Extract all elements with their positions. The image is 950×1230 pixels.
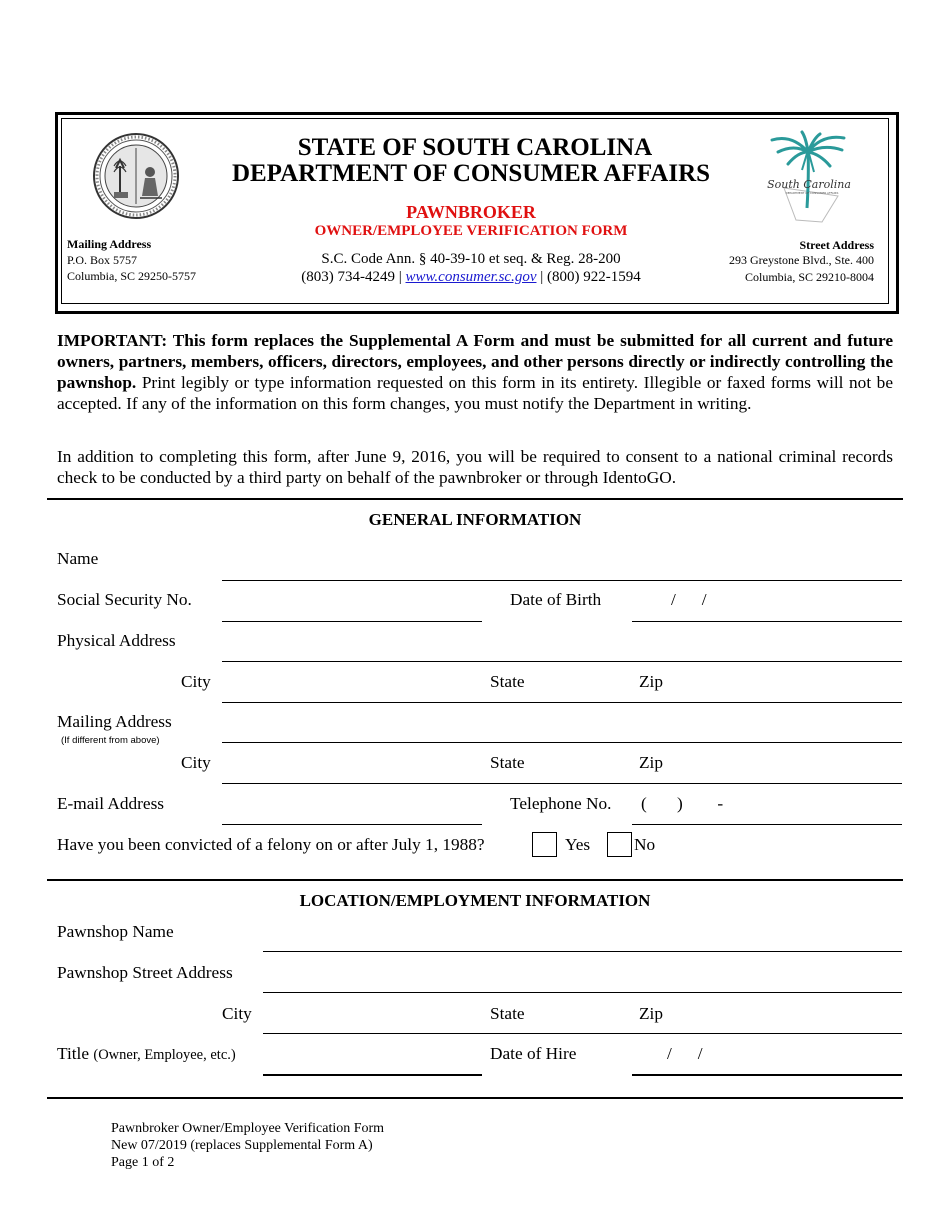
- telephone-template: ( ) -: [641, 794, 724, 813]
- website-link[interactable]: www.consumer.sc.gov: [405, 269, 537, 285]
- name-label: Name: [57, 549, 99, 568]
- mailing-zip-label: Zip: [639, 753, 663, 772]
- city-field[interactable]: [222, 702, 482, 703]
- name-field[interactable]: [222, 580, 902, 581]
- pawnshop-city-field[interactable]: [263, 1033, 482, 1034]
- street-address-heading: Street Address: [799, 238, 874, 252]
- title-state: STATE OF SOUTH CAROLINA: [297, 134, 653, 161]
- general-info-heading: GENERAL INFORMATION: [368, 510, 582, 529]
- important-notice: [57, 330, 893, 414]
- mailing-city-field[interactable]: [222, 783, 482, 784]
- email-label: E-mail Address: [57, 794, 165, 813]
- city-label: City: [181, 672, 211, 691]
- title-label: [57, 1044, 236, 1064]
- pawnshop-state-field[interactable]: [482, 1033, 632, 1034]
- dob-label: Date of Birth: [510, 590, 602, 609]
- pawnshop-name-label: Pawnshop Name: [57, 922, 174, 941]
- date-of-hire-slashes: / /: [667, 1044, 703, 1063]
- location-info-heading: LOCATION/EMPLOYMENT INFORMATION: [299, 891, 651, 910]
- mailing-address-heading: Mailing Address: [67, 237, 152, 251]
- ssn-label: Social Security No.: [57, 590, 192, 609]
- telephone-label: Telephone No.: [510, 794, 612, 813]
- telephone-field[interactable]: [632, 824, 902, 825]
- consent-notice: In addition to completing this form, after June 9, 2016, you will be required to consent to a national criminal records check to be conducted by a third party on behalf of the pawnbroker or through IdentoGO.: [57, 447, 893, 487]
- mailing-zip-field[interactable]: [632, 783, 902, 784]
- zip-field[interactable]: [632, 702, 902, 703]
- logo-text: South Carolina: [767, 178, 851, 191]
- pawnshop-name-field[interactable]: [263, 951, 902, 952]
- ssn-field[interactable]: [222, 621, 482, 622]
- footer-form-name: Pawnbroker Owner/Employee Verification Form: [111, 1121, 385, 1136]
- pawnshop-zip-label: Zip: [639, 1004, 663, 1023]
- physical-address-label: Physical Address: [57, 631, 176, 650]
- title-department: DEPARTMENT OF CONSUMER AFFAIRS: [231, 160, 711, 187]
- pawnshop-state-label: State: [490, 1004, 525, 1023]
- title-field[interactable]: [263, 1074, 482, 1076]
- title-label-text: Title: [57, 1044, 90, 1063]
- separator: |: [395, 269, 406, 285]
- form-name: PAWNBROKER: [406, 202, 536, 222]
- phone-primary: (803) 734-4249: [301, 269, 395, 285]
- separator: |: [536, 269, 547, 285]
- state-label: State: [490, 672, 525, 691]
- felony-question: Have you been convicted of a felony on or after July 1, 1988?: [57, 835, 485, 854]
- mailing-address-line1: P.O. Box 5757: [67, 253, 138, 267]
- mailing-address-note: (If different from above): [61, 735, 160, 746]
- state-field[interactable]: [482, 702, 632, 703]
- section-divider: [47, 879, 903, 881]
- pawnshop-city-label: City: [222, 1004, 252, 1023]
- logo-subtext: DEPARTMENT OF CONSUMER AFFAIRS: [785, 191, 839, 195]
- form-subtitle: OWNER/EMPLOYEE VERIFICATION FORM: [314, 223, 628, 239]
- section-divider: [47, 1097, 903, 1099]
- street-address-line1: 293 Greystone Blvd., Ste. 400: [729, 253, 874, 267]
- important-bold-text: IMPORTANT: This form replaces the Supplemental A Form and must be submitted for all current and future owners, partners, members, officers, directors, employees, and other persons directly or indirectly controlling the pawnshop.: [57, 331, 893, 392]
- footer-version: New 07/2019 (replaces Supplemental Form A): [111, 1138, 373, 1153]
- phone-tollfree: (800) 922-1594: [547, 269, 641, 285]
- mailing-address-field[interactable]: [222, 742, 902, 743]
- dob-field[interactable]: [632, 621, 902, 622]
- code-reference: S.C. Code Ann. § 40-39-10 et seq. & Reg. 28-200: [321, 251, 621, 267]
- mailing-address-label: Mailing Address: [57, 712, 172, 731]
- mailing-state-label: State: [490, 753, 525, 772]
- felony-yes-label: Yes: [565, 835, 591, 854]
- mailing-state-field[interactable]: [482, 783, 632, 784]
- title-note: (Owner, Employee, etc.): [93, 1047, 236, 1063]
- footer-page-number: Page 1 of 2: [111, 1155, 175, 1170]
- mailing-city-label: City: [181, 753, 211, 772]
- physical-address-field[interactable]: [222, 661, 902, 662]
- street-address-line2: Columbia, SC 29210-8004: [744, 270, 874, 284]
- felony-no-label: No: [634, 835, 656, 854]
- date-of-hire-label: Date of Hire: [490, 1044, 577, 1063]
- zip-label: Zip: [639, 672, 663, 691]
- felony-no-checkbox[interactable]: [607, 832, 632, 857]
- pawnshop-street-label: Pawnshop Street Address: [57, 963, 233, 982]
- email-field[interactable]: [222, 824, 482, 825]
- pawnshop-street-field[interactable]: [263, 992, 902, 993]
- date-of-hire-field[interactable]: [632, 1074, 902, 1076]
- section-divider: [47, 498, 903, 500]
- felony-yes-checkbox[interactable]: [532, 832, 557, 857]
- dob-slashes: / /: [671, 590, 707, 609]
- important-rest-text: Print legibly or type information requested on this form in its entirety. Illegible or faxed forms will not be accepted. If any of the information on this form changes, you must notify the Department in writing.: [57, 373, 893, 413]
- pawnshop-zip-field[interactable]: [632, 1033, 902, 1034]
- mailing-address-line2: Columbia, SC 29250-5757: [67, 269, 197, 283]
